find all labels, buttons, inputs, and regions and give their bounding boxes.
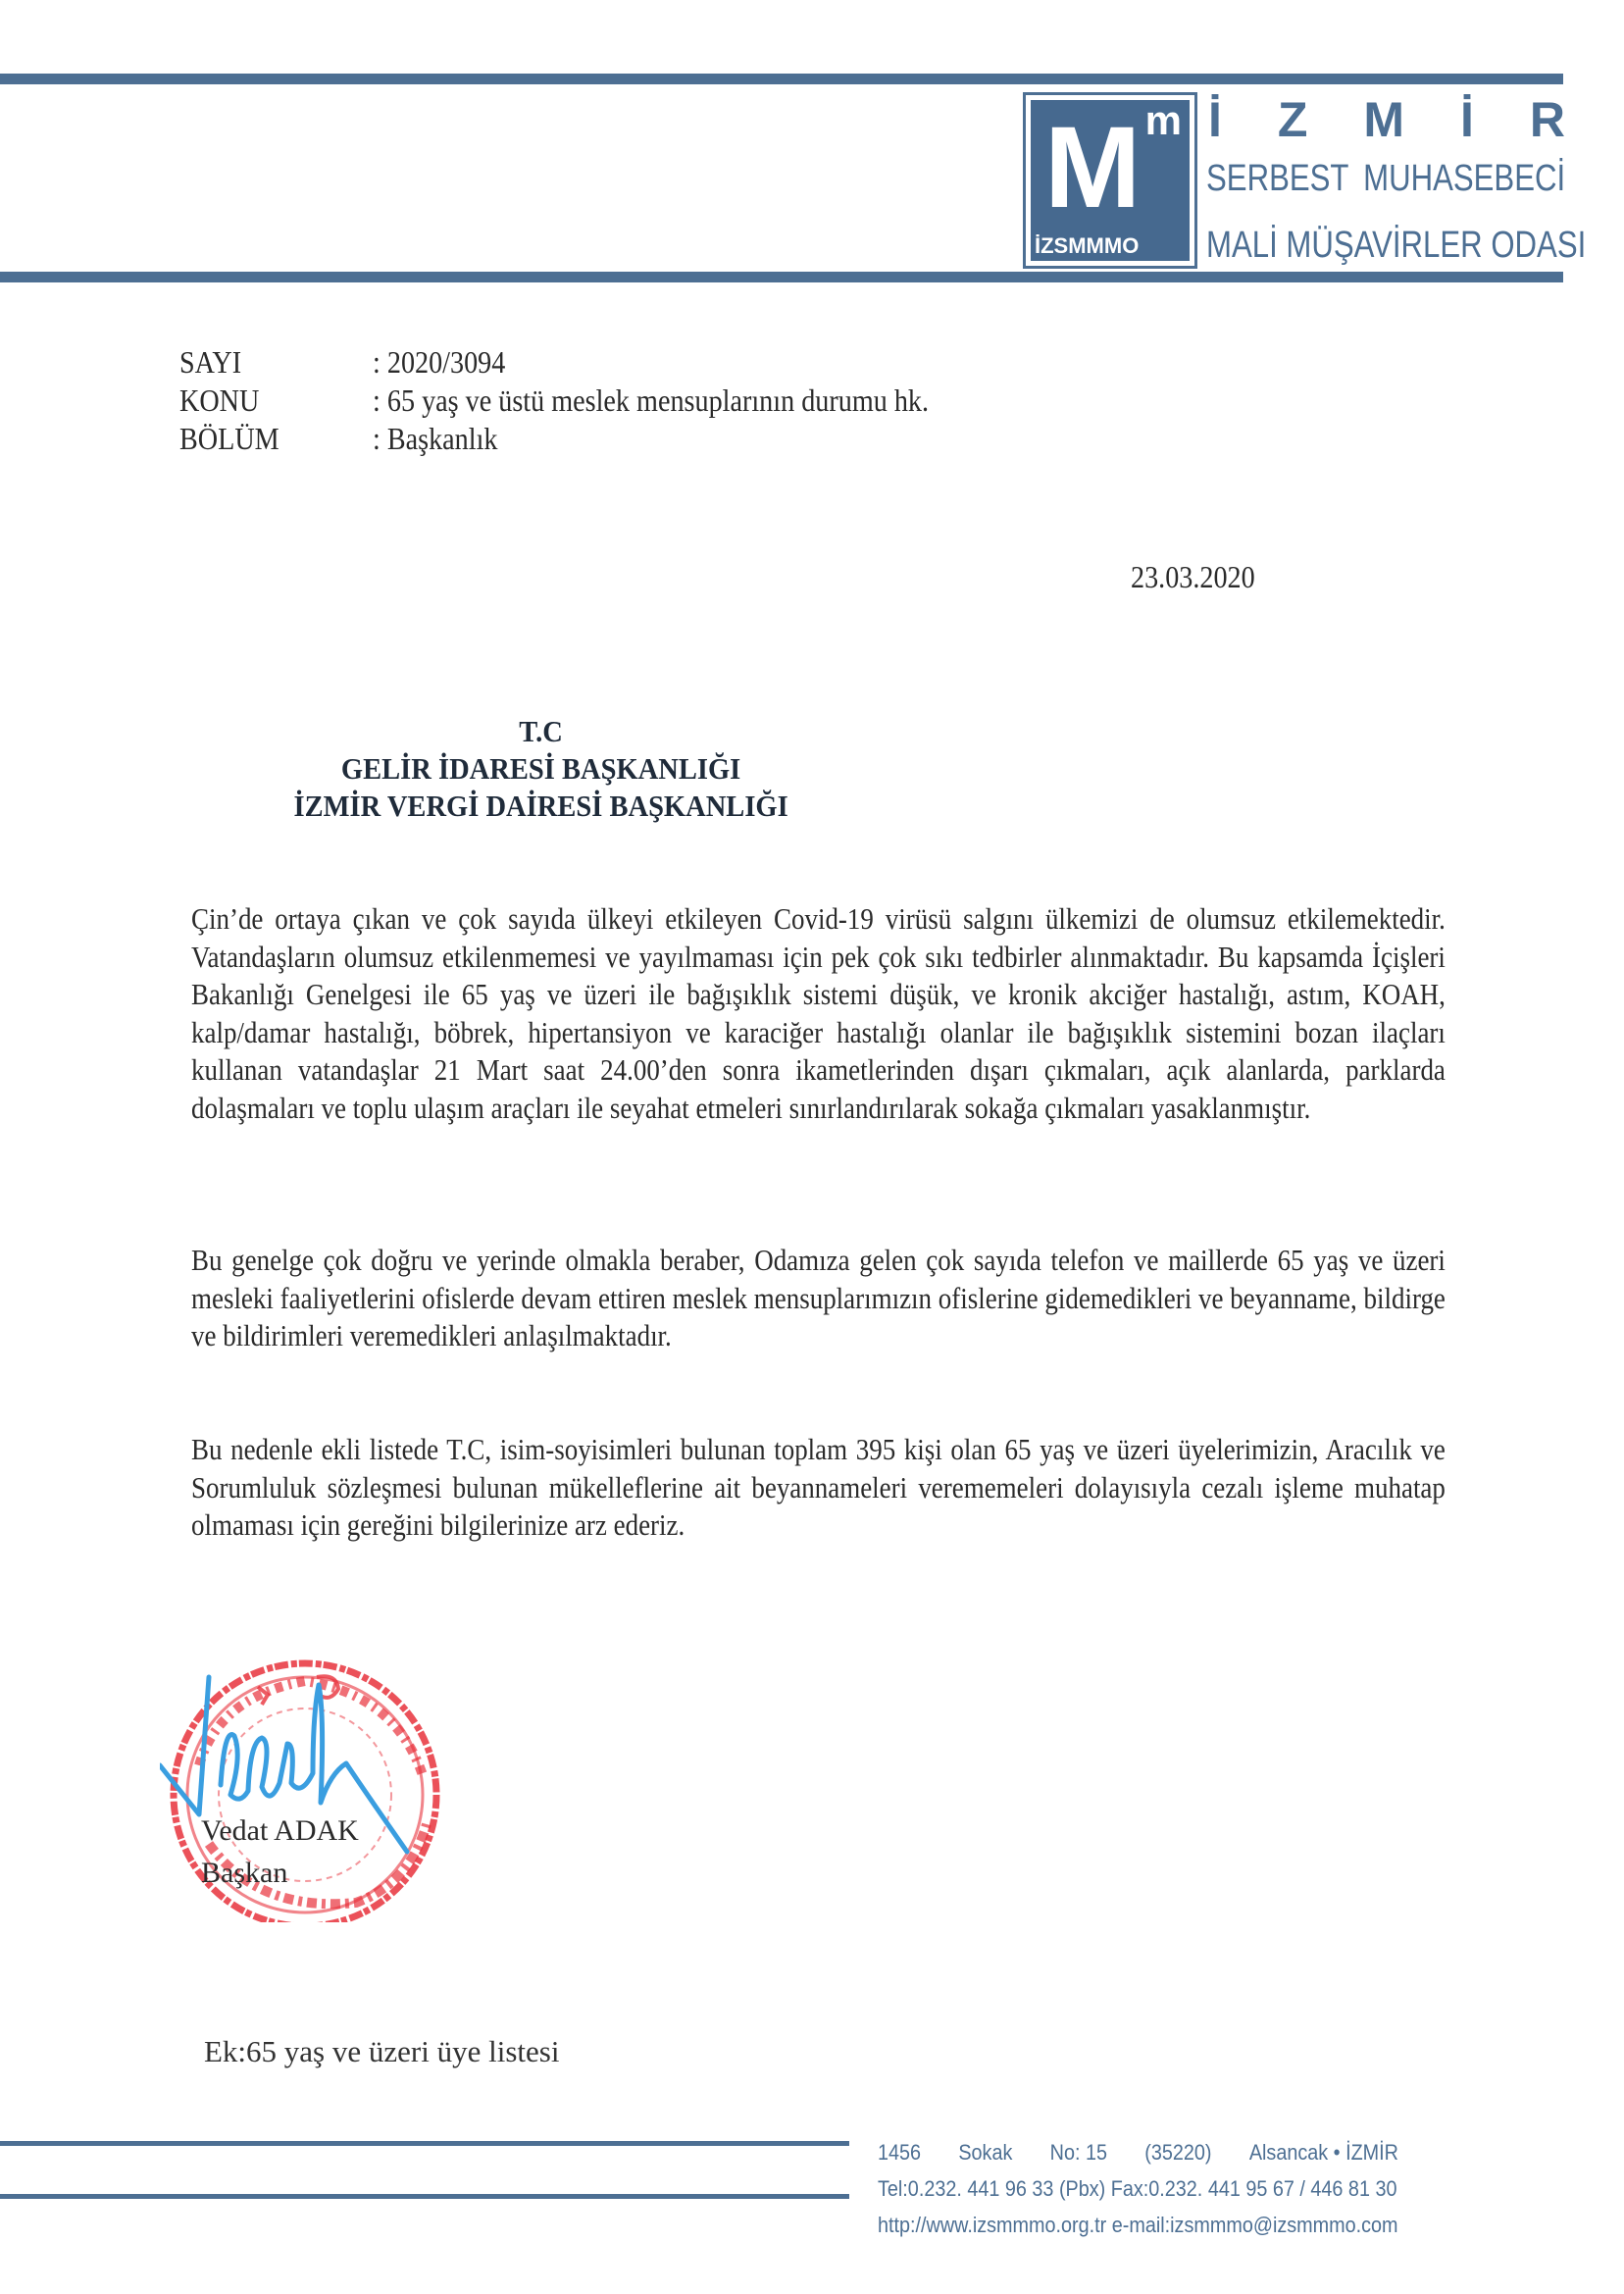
logo-abbreviation: İZSMMMO xyxy=(1035,233,1140,258)
address-part: Sokak xyxy=(958,2140,1013,2165)
meta-value: : Başkanlık xyxy=(373,421,498,456)
footer-rule-top xyxy=(0,2141,849,2146)
meta-row-bolum xyxy=(179,420,1004,458)
addressee-line: GELİR İDARESİ BAŞKANLIĞI xyxy=(340,751,741,786)
city-letter: İ xyxy=(1460,92,1474,147)
signatory-name: Vedat ADAK xyxy=(201,1814,359,1847)
city-letter: M xyxy=(1363,92,1405,147)
signatory-title: Başkan xyxy=(201,1857,288,1889)
org-name-line2: MALİ MÜŞAVİRLER ODASI xyxy=(1206,225,1587,266)
meta-label: SAYI xyxy=(179,344,242,380)
footer-web-email[interactable]: http://www.izsmmmo.org.tr e-mail:izsmmmo@izsmmmo.com xyxy=(878,2213,1398,2237)
footer-address xyxy=(878,2134,1398,2170)
address-part: Alsancak • İZMİR xyxy=(1248,2140,1398,2165)
header-top-rule xyxy=(0,74,1563,84)
meta-row-konu xyxy=(179,382,1004,420)
meta-value: : 2020/3094 xyxy=(373,344,506,380)
footer-rule-bottom xyxy=(0,2194,849,2199)
body-paragraph-3: Bu nedenle ekli listede T.C, isim-soyisimleri bulunan toplam 395 kişi olan 65 yaş ve üzeri üyelerimizin, Aracılık ve Sorumluluk sözleşmesi bulunan mükelleflerine ait beyannameleri verememeleri dolayısıyla cezalı işleme muhatap olmaması için gereğini bilgilerinize arz ederiz. xyxy=(191,1432,1446,1542)
addressee-line: T.C xyxy=(519,714,563,748)
logo-background xyxy=(1031,97,1190,261)
footer-phone-fax: Tel:0.232. 441 96 33 (Pbx) Fax:0.232. 441 95 67 / 446 81 30 xyxy=(878,2176,1397,2201)
izsmmmo-logo xyxy=(1023,92,1197,269)
address-part: No: 15 xyxy=(1049,2140,1107,2165)
logo-letter-big: M xyxy=(1044,103,1140,232)
header-bottom-rule xyxy=(0,272,1563,282)
org-city-name xyxy=(1208,94,1565,145)
city-letter: Z xyxy=(1277,92,1308,147)
city-letter: İ xyxy=(1208,92,1222,147)
letter-meta xyxy=(179,343,1004,458)
body-paragraph-2: Bu genelge çok doğru ve yerinde olmakla beraber, Odamıza gelen çok sayıda telefon ve maillerde 65 yaş ve üzeri mesleki faaliyetlerini ofislerde devam ettiren meslek mensuplarımızın ofislerine gidemedikleri ve beyanname, bildirge ve bildirimleri veremedikleri anlaşılmaktadır. xyxy=(191,1243,1446,1352)
org-name-line1: SERBEST MUHASEBECİ xyxy=(1206,158,1566,199)
letter-date: 23.03.2020 xyxy=(1131,559,1255,594)
logo-letter-small: m xyxy=(1144,97,1182,143)
addressee-heading xyxy=(45,713,1038,825)
address-part: (35220) xyxy=(1144,2140,1212,2165)
city-letter: R xyxy=(1529,92,1565,147)
address-part: 1456 xyxy=(878,2140,922,2165)
footer-contact xyxy=(878,2134,1456,2243)
attachment-note: Ek:65 yaş ve üzeri üye listesi xyxy=(204,2034,560,2068)
body-paragraph-1: Çin’de ortaya çıkan ve çok sayıda ülkeyi etkileyen Covid-19 virüsü salgını ülkemizi de olumsuz etkilemektedir. Vatandaşların olumsuz etkilenmemesi ve yayılmaması için pek çok sıkı tedbirler alınmaktadır. Bu kapsamda İçişleri Bakanlığı Genelgesi ile 65 yaş ve üzeri ile bağışıklık sistemi düşük, ve kronik akciğer hastalığı, astım, KOAH, kalp/damar hastalığı, böbrek, hipertansiyon ve karaciğer hastalığı olanlar ile bağışıklık sistemini bozan ilaçları kullanan vatandaşlar 21 Mart saat 24.00’den sonra ikametlerinden dışarı çıkmaları, açık alanlarda, parklarda dolaşmaları ve toplu ulaşım araçları ile seyahat etmeleri sınırlandırılarak sokağa çıkmaları yasaklanmıştır. xyxy=(191,901,1446,1125)
addressee-line: İZMİR VERGİ DAİRESİ BAŞKANLIĞI xyxy=(293,789,788,823)
meta-label: BÖLÜM xyxy=(179,421,279,456)
meta-label: KONU xyxy=(179,382,260,418)
meta-row-sayi xyxy=(179,343,1004,382)
meta-value: : 65 yaş ve üstü meslek mensuplarının durumu hk. xyxy=(373,382,930,418)
